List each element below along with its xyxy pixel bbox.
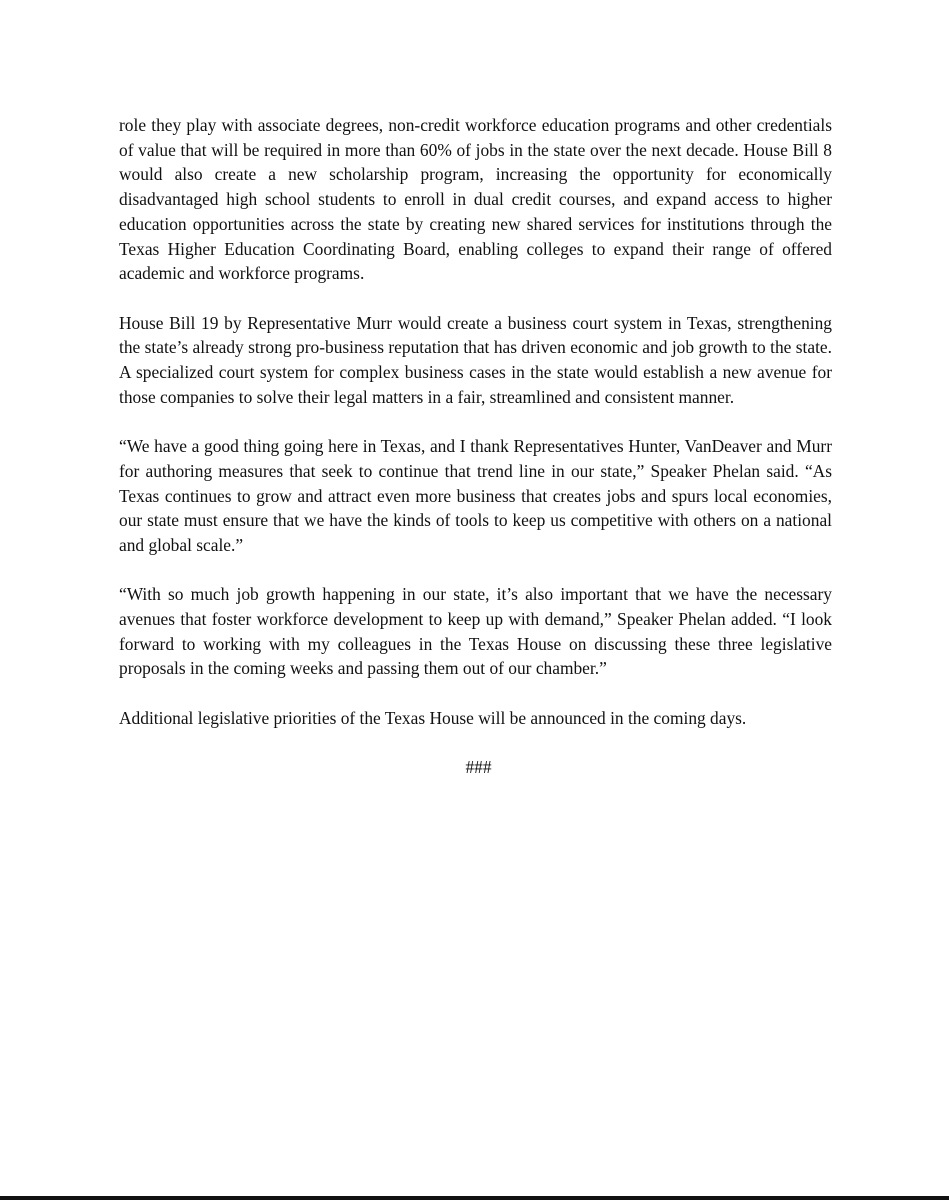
paragraph-speaker-quote-1: “We have a good thing going here in Texas, and I thank Representatives Hunter, VanDeaver and Murr for authoring measures that seek to continue that trend line in our state,” Speaker Phelan said. “As Texas continues to grow and attract even more business that creates jobs and spurs local economies, our state must ensure that we have the kinds of tools to keep us competitive with others on a national and global scale.” (119, 436, 832, 555)
paragraph-speaker-quote-2: “With so much job growth happening in our state, it’s also important that we have the necessary avenues that foster workforce development to keep up with demand,” Speaker Phelan added. “I look forward to working with my colleagues in the Texas House on discussing these three legislative proposals in the coming weeks and passing them out of our chamber.” (119, 584, 832, 679)
paragraph-closing: Additional legislative priorities of the Texas House will be announced in the coming days. (119, 707, 747, 728)
paragraph-house-bill-8-continued: role they play with associate degrees, non-credit workforce education programs and other credentials of value that will be required in more than 60% of jobs in the state over the next decade. House Bill 8 would also create a new scholarship program, increasing the opportunity for economically disadvantaged high school students to enroll in dual credit courses, and expand access to higher education opportunities across the state by creating new shared services for institutions through the Texas Higher Education Coordinating Board, enabling colleges to expand their range of offered academic and workforce programs. (119, 115, 832, 284)
page-bottom-border (0, 1196, 949, 1200)
end-mark: ### (465, 757, 492, 778)
document-body (119, 113, 832, 780)
paragraph-house-bill-19: House Bill 19 by Representative Murr would create a business court system in Texas, strengthening the state’s already strong pro-business reputation that has driven economic and job growth to the state. A specialized court system for complex business cases in the state would establish a new avenue for those companies to solve their legal matters in a fair, streamlined and consistent manner. (119, 312, 832, 407)
